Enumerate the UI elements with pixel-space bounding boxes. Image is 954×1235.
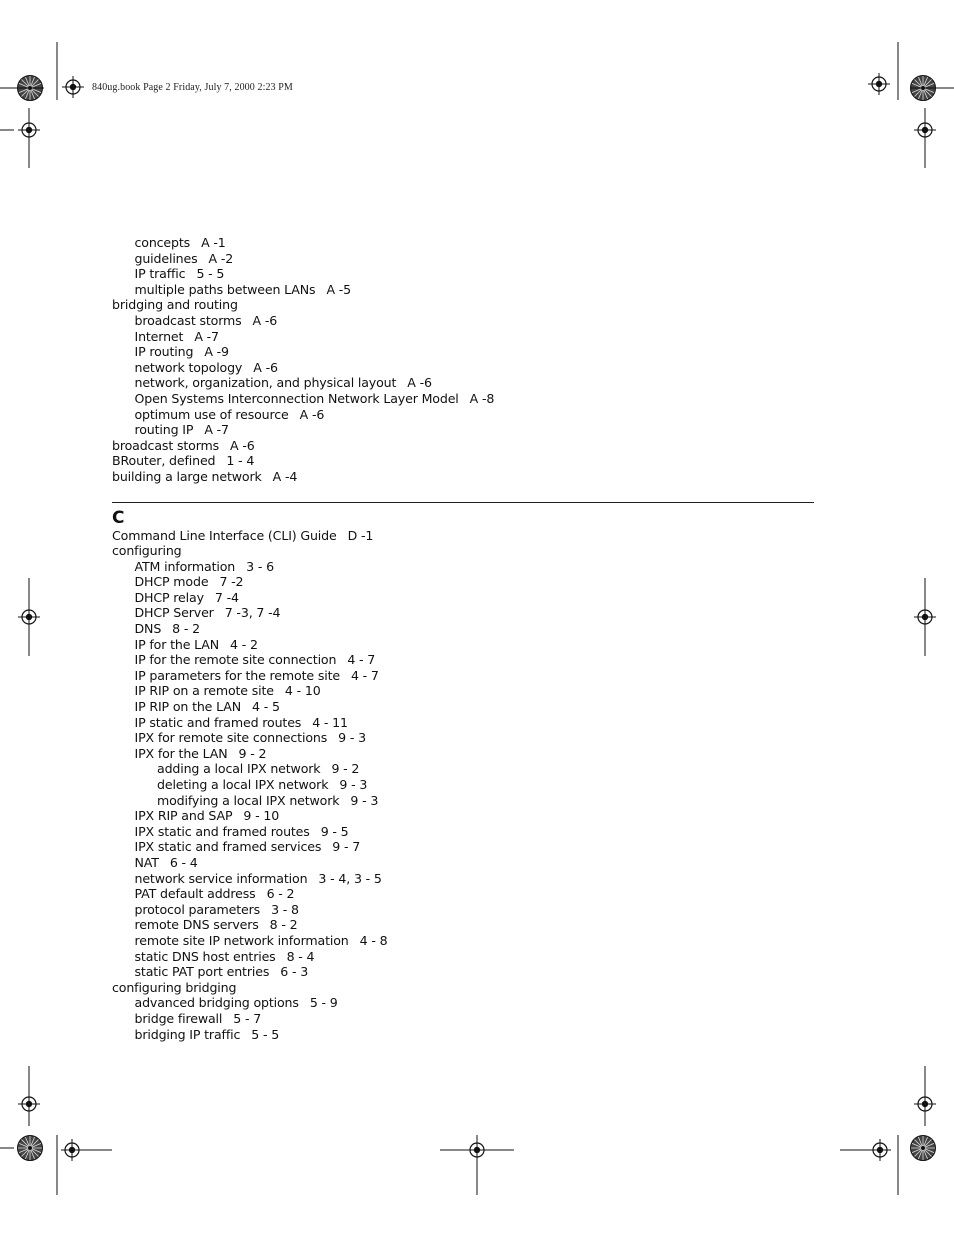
index-term: broadcast storms (134, 312, 242, 328)
page-reference: 7 -3, 7 -4 (224, 605, 281, 621)
index-subentry (112, 683, 814, 699)
index-subentry (112, 559, 814, 575)
index-entries-top (112, 235, 814, 485)
index-subentry (112, 839, 814, 855)
index-term: remote site IP network information (134, 932, 349, 948)
page-reference: 9 - 3 (339, 777, 368, 792)
page-reference: A -6 (253, 359, 278, 375)
index-subentry (112, 902, 814, 918)
index-term: DNS (134, 621, 162, 637)
page-reference: 4 - 2 (230, 636, 258, 652)
page-reference: 9 - 3 (338, 730, 366, 746)
index-subentry (112, 995, 814, 1011)
index-term: IP RIP on the LAN (134, 699, 242, 715)
index-term: IPX RIP and SAP (134, 808, 233, 824)
index-subentry (112, 917, 814, 933)
page-reference: 5 - 5 (196, 266, 225, 282)
index-term: Open Systems Interconnection Network Layer Model (134, 390, 459, 406)
index-entries-c (112, 528, 814, 1043)
index-subentry (112, 652, 814, 668)
page-reference: 7 -2 (219, 574, 244, 590)
index-term: broadcast storms (112, 437, 220, 453)
page-reference: A -9 (204, 344, 229, 360)
page-reference: 9 - 3 (350, 792, 379, 808)
page-reference: A -6 (252, 312, 278, 328)
index-term: IP parameters for the remote site (134, 667, 340, 683)
index-subentry (112, 871, 814, 887)
index-term: NAT (134, 854, 159, 870)
index-subentry (112, 730, 814, 746)
registration-mark (868, 73, 890, 95)
index-subentry (112, 235, 814, 251)
page-reference: A -6 (230, 437, 255, 453)
page-reference: 5 - 7 (233, 1010, 262, 1026)
registration-mark (61, 1139, 83, 1161)
page-reference: 9 - 2 (331, 761, 360, 777)
index-subsubentry (112, 793, 814, 809)
index-subentry (112, 808, 814, 824)
index-subentry (112, 360, 814, 376)
index-subentry (112, 621, 814, 637)
page-reference: 9 - 10 (243, 808, 280, 824)
index-term: IPX for the LAN (134, 745, 228, 761)
index-subentry (112, 715, 814, 731)
index-term: IP RIP on a remote site (134, 683, 274, 699)
index-subsubentry (112, 761, 814, 777)
index-term: configuring (112, 543, 182, 559)
index-term: IP traffic (134, 266, 186, 282)
index-subentry (112, 422, 814, 438)
index-subentry (112, 949, 814, 965)
index-page (112, 235, 814, 1042)
index-subentry (112, 282, 814, 298)
page-reference: 4 - 8 (359, 932, 388, 948)
section-letter-heading: C (112, 507, 125, 528)
index-term: building a large network (112, 468, 262, 484)
index-term: multiple paths between LANs (134, 281, 316, 297)
page-reference: A -1 (201, 235, 226, 250)
index-subentry (112, 824, 814, 840)
index-entry (112, 453, 814, 469)
index-term: IP routing (134, 344, 194, 360)
page-reference: 9 - 5 (320, 823, 349, 839)
index-term: DHCP mode (134, 574, 209, 590)
page-reference: A -4 (272, 468, 298, 484)
index-subentry (112, 329, 814, 345)
page-reference: 4 - 7 (350, 667, 379, 683)
index-subentry (112, 1027, 814, 1043)
index-subentry (112, 637, 814, 653)
index-term: network topology (134, 359, 243, 375)
star-target-bottom-left (18, 1136, 43, 1161)
page-reference: 6 - 3 (280, 964, 309, 980)
page-reference: A -6 (299, 406, 325, 422)
index-term: network service information (134, 870, 308, 886)
page-reference: 3 - 8 (271, 901, 299, 917)
index-entry (112, 438, 814, 454)
index-entry (112, 469, 814, 485)
index-subentry (112, 855, 814, 871)
index-subentry (112, 407, 814, 423)
index-term: Internet (134, 328, 184, 344)
index-term: deleting a local IPX network (157, 777, 329, 792)
page-reference: 7 -4 (214, 589, 239, 605)
index-subentry (112, 668, 814, 684)
index-term: network, organization, and physical layout (134, 375, 397, 391)
star-target-bottom-right (911, 1136, 936, 1161)
index-term: static PAT port entries (134, 964, 270, 980)
index-subentry (112, 574, 814, 590)
page-reference: 8 - 4 (286, 948, 315, 964)
index-term: static DNS host entries (134, 948, 276, 964)
page-reference: A -2 (208, 250, 234, 266)
index-subentry (112, 605, 814, 621)
section-divider (112, 502, 814, 503)
index-term: protocol parameters (134, 901, 261, 917)
index-subentry (112, 746, 814, 762)
index-term: modifying a local IPX network (157, 792, 340, 808)
index-subentry (112, 313, 814, 329)
index-term: advanced bridging options (134, 995, 299, 1011)
index-term: optimum use of resource (134, 406, 289, 422)
index-term: IP for the LAN (134, 636, 220, 652)
index-entry (112, 528, 814, 544)
index-term: guidelines (134, 250, 198, 266)
index-term: IPX static and framed routes (134, 823, 310, 839)
index-term: configuring bridging (112, 979, 237, 995)
index-term: PAT default address (134, 886, 256, 902)
page-reference: A -6 (407, 375, 432, 391)
index-subentry (112, 699, 814, 715)
page-reference: A -7 (194, 328, 219, 344)
index-subentry (112, 886, 814, 902)
index-term: adding a local IPX network (157, 761, 321, 777)
index-term: IPX static and framed services (134, 839, 322, 855)
index-subentry (112, 266, 814, 282)
index-subentry (112, 344, 814, 360)
page-reference: 6 - 2 (266, 886, 295, 902)
index-subsubentry (112, 777, 814, 793)
index-entry (112, 980, 814, 996)
page-reference: 6 - 4 (169, 854, 198, 870)
page-reference: 9 - 7 (332, 839, 361, 855)
index-term: bridging IP traffic (134, 1026, 241, 1042)
index-term: Command Line Interface (CLI) Guide (112, 527, 337, 543)
index-term: ATM information (134, 558, 236, 574)
index-term: DHCP relay (134, 589, 204, 605)
page-reference: D -1 (347, 527, 374, 543)
index-subentry (112, 590, 814, 606)
index-term: bridging and routing (112, 297, 238, 313)
page-reference: 5 - 9 (309, 995, 338, 1011)
index-entry (112, 543, 814, 559)
page-reference: 8 - 2 (269, 917, 298, 933)
page-reference: 3 - 4, 3 - 5 (318, 870, 382, 886)
index-term: BRouter, defined (112, 453, 216, 469)
index-term: bridge firewall (134, 1010, 223, 1026)
page-reference: 1 - 4 (226, 453, 255, 469)
page-reference: 8 - 2 (172, 621, 200, 637)
page-reference: 4 - 5 (252, 699, 280, 715)
index-subentry (112, 933, 814, 949)
print-header: 840ug.book Page 2 Friday, July 7, 2000 2:23 PM (92, 82, 293, 93)
page-reference: 9 - 2 (238, 745, 267, 761)
index-term: IP for the remote site connection (134, 652, 337, 668)
page-reference: A -8 (469, 390, 495, 406)
index-subentry (112, 251, 814, 267)
index-entry (112, 297, 814, 313)
index-subentry (112, 1011, 814, 1027)
index-term: routing IP (134, 422, 194, 438)
page-reference: 4 - 7 (347, 652, 376, 668)
page-reference: 4 - 11 (312, 714, 348, 730)
index-subentry (112, 964, 814, 980)
page-reference: 4 - 10 (284, 683, 321, 699)
index-term: DHCP Server (134, 605, 214, 621)
page-reference: 3 - 6 (246, 558, 274, 574)
page-reference: A -5 (326, 281, 352, 297)
page-reference: 5 - 5 (251, 1026, 280, 1042)
registration-mark (62, 76, 84, 98)
index-term: IPX for remote site connections (134, 730, 328, 746)
registration-mark (869, 1139, 891, 1161)
index-subentry (112, 375, 814, 391)
index-term: remote DNS servers (134, 917, 259, 933)
page-reference: A -7 (204, 422, 229, 438)
index-term: concepts (134, 235, 191, 250)
index-term: IP static and framed routes (134, 714, 302, 730)
index-subentry (112, 391, 814, 407)
